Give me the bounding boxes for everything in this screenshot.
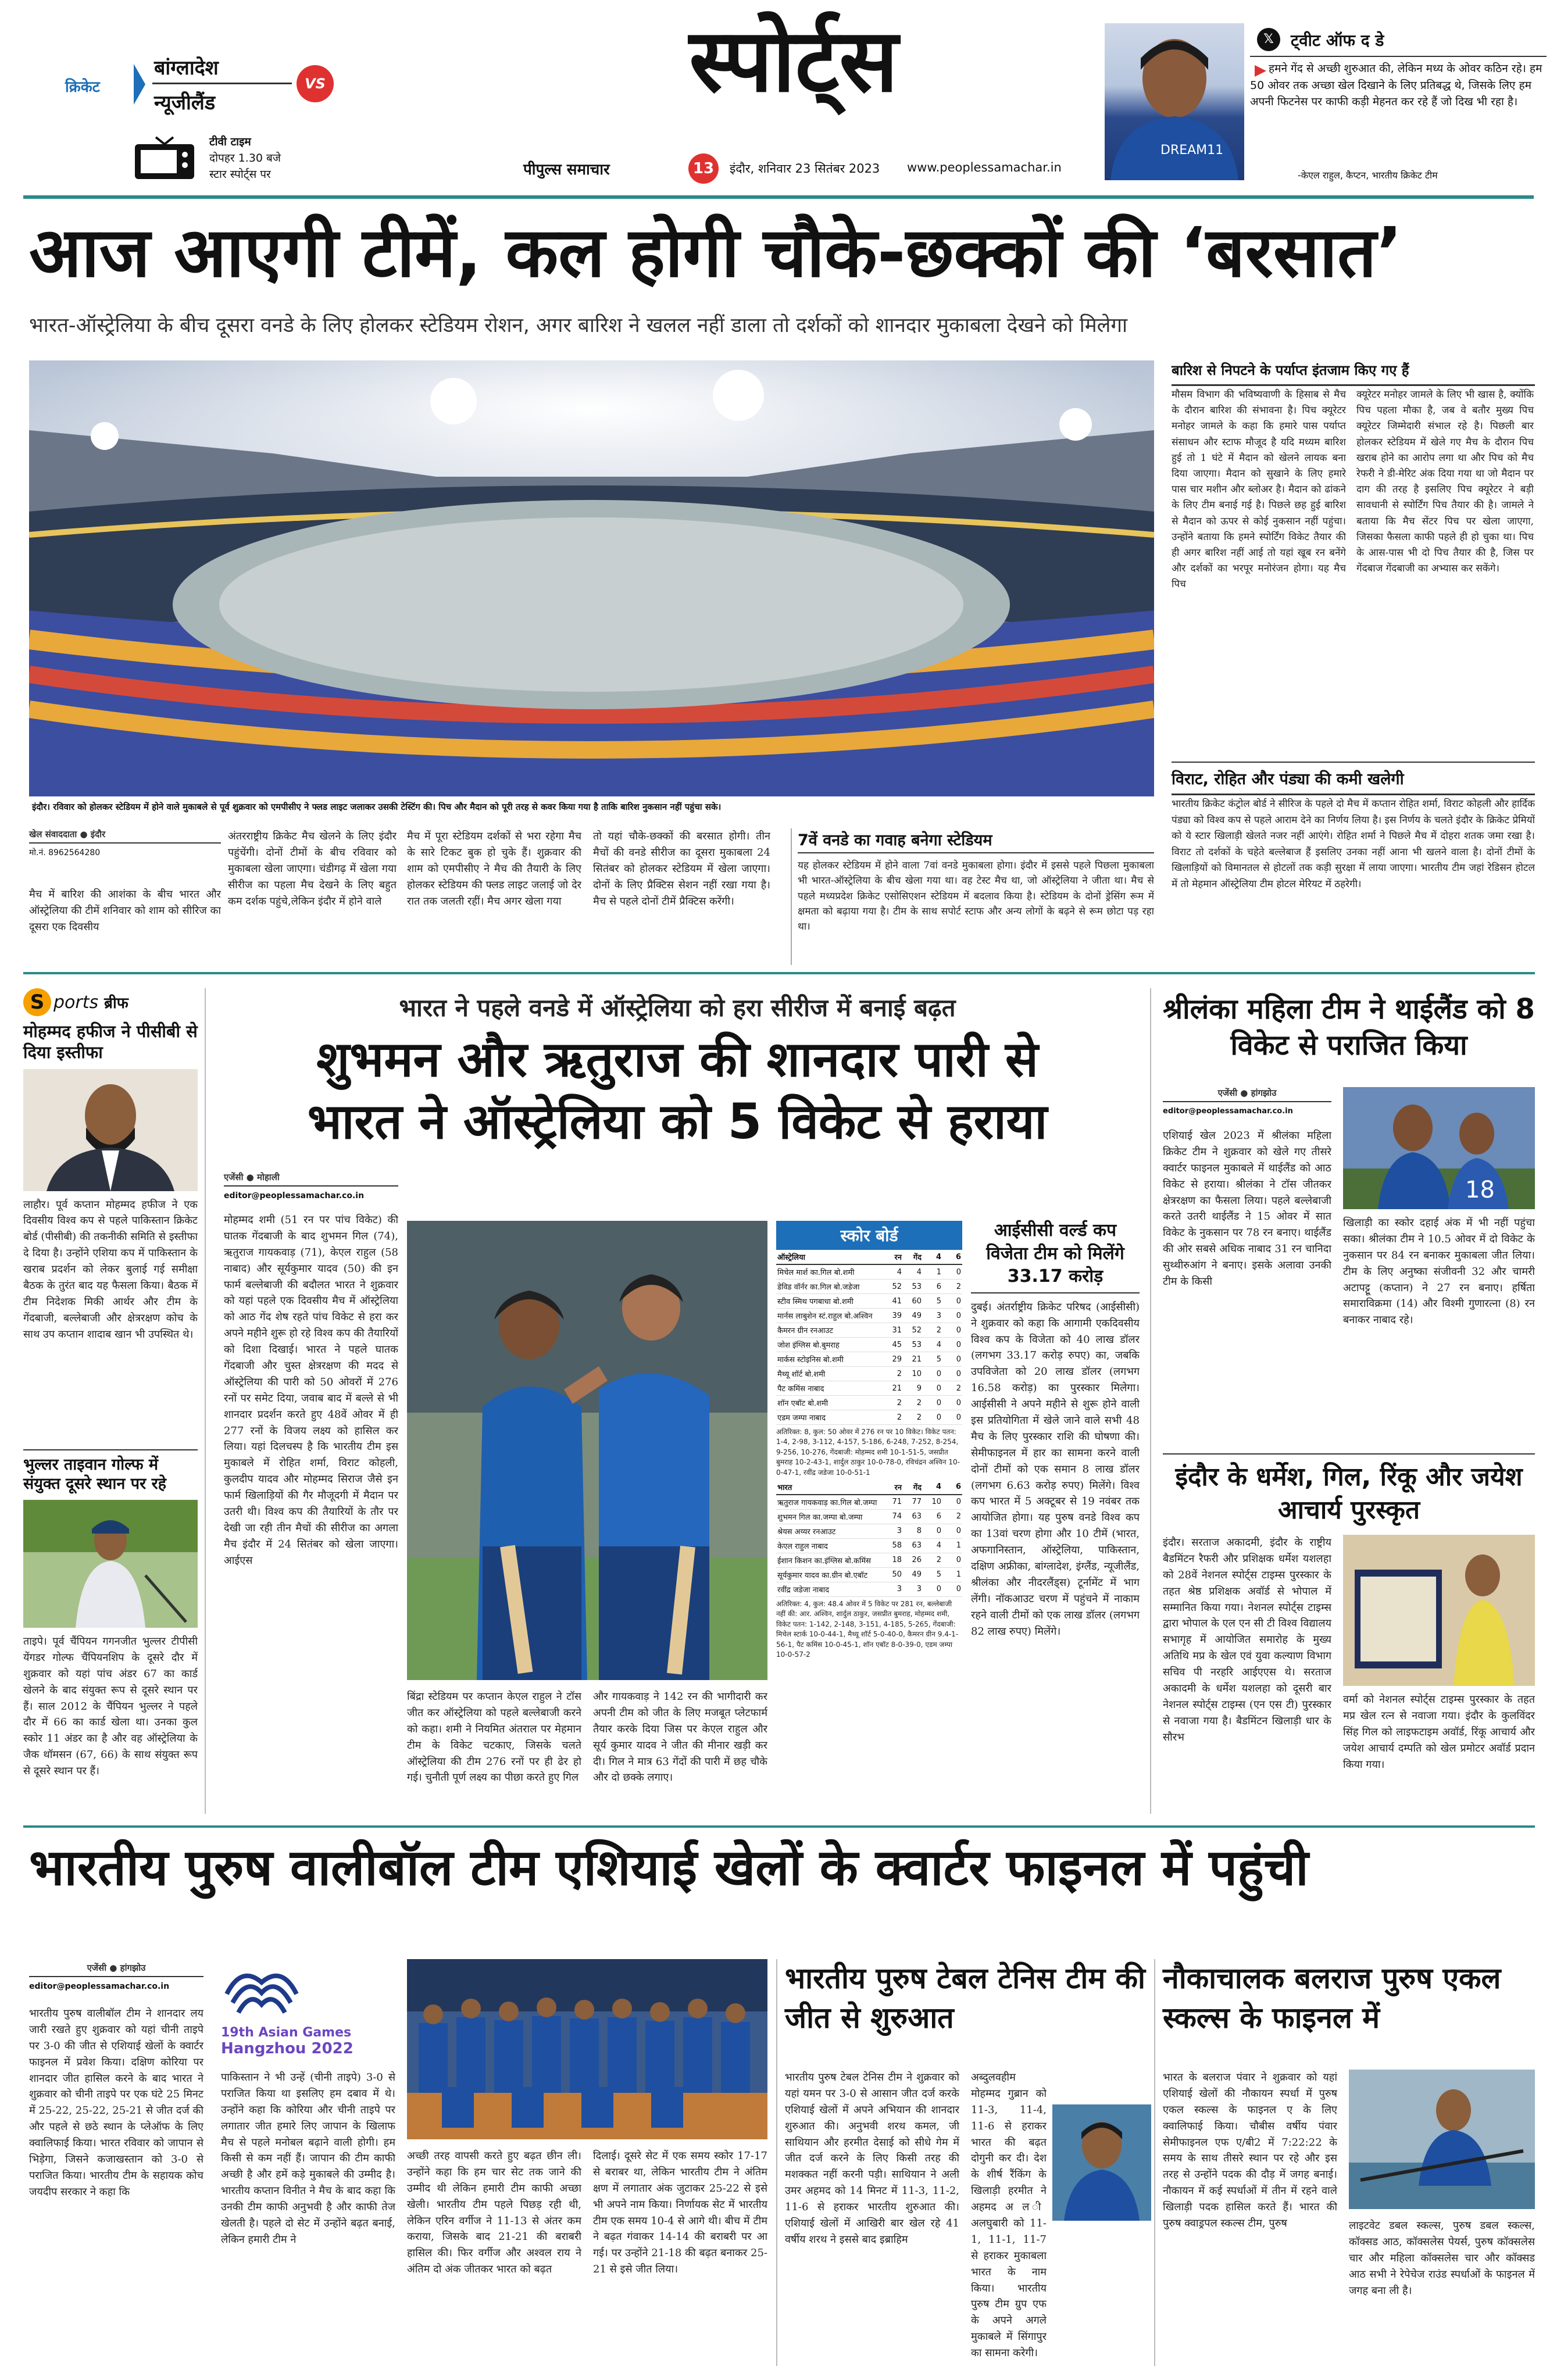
rain-col-1: मौसम विभाग की भविष्यवाणी के हिसाब से मैच के दौरान बारिश की संभावना है। पिच क्यूरेटर मनोहर जामले के कहा कि हमारे पास पर्याप्त संसाधन और स्टाफ मौजूद है यदि मध्यम बारिश हुई तो 1 घंटे में मैदान को खेलने लायक बना दिया जाएगा। मैदान को सुखाने के लिए हमारे पास चार मशीन और ब्लोअर है। मैदान को ढांकने के लिए टीम बनाई गई है। पिछले छह हुई बारिश से मैदान को ऊपर से कोई नुकसान नहीं पहुंचा। उन्होंने बताया कि हमने स्पोर्टिंग विकेट तैयार की ही अगर बारिश नहीं आई तो यहां खूब रन बनेंगे और दर्शकों का भरपूर मनोरंजन होगा। यह मैच पिच [1172, 389, 1346, 591]
scoreboard-aus-cell: शॉन एबॉट बो.शमी [776, 1396, 883, 1410]
lead-headline: आज आएगी टीमें, कल होगी चौके-छक्कों की ‘बरसात’ [29, 212, 1403, 292]
rain-box [1172, 360, 1535, 762]
logo-s: S [23, 988, 51, 1016]
scoreboard-ind-header-row [776, 1480, 962, 1495]
odi-byline: एजेंसी ● मोहाली [224, 1171, 398, 1187]
scoreboard-ind-cell: 0 [923, 1524, 942, 1538]
lanka-text-2: खिलाड़ी का स्कोर दहाई अंक में भी नहीं पहुंचा सका। श्रीलंका टीम ने 10.5 ओवर में दो विकेट के नुकसान पर 84 रन बनाकर मुकाबला जीत लिया। टीम के लिए अनुष्का संजीवनी 32 और चामरी अटापट्टू (कप्तान) ने 27 रन बनाए। हर्षिता समाराविक्रमा (14) और विश्मी गुणारत्ना (8) रन बनाकर नाबाद रहे। [1343, 1217, 1535, 1327]
lead-col-1: मैच में बारिश की आशंका के बीच भारत और ऑस्ट्रेलिया की टीमें शनिवार को शाम को सीरिज का दूसरा एक दिवसीय [29, 888, 221, 933]
scoreboard-aus-row [776, 1352, 962, 1367]
scoreboard-title: स्कोर बोर्ड [776, 1221, 962, 1250]
lanka-text-1: एशियाई खेल 2023 में श्रीलंका महिला क्रिकेट टीम ने शुक्रवार को खेले गए तीसरे क्वार्टर फाइनल मुकाबले में थाईलैंड को आठ विकेट से हराया। श्रीलंका ने टॉस जीतकर क्षेत्ररक्षण का फैसला लिया। पहले बल्लेबाजी करते उतरी थाईलैंड ने 15 ओवर में सात विकेट के नुकसान पर 78 रन बनाए। थाईलैंड की ओर सबसे अधिक नाबाद 31 रन चानिदा सुथ्थीरुआंग ने बनाए। इसके अलावा उनकी टीम के किसी [1163, 1130, 1331, 1288]
scoreboard-ind-header-cell: 4 [923, 1480, 942, 1495]
volley-email: editor@peoplessamachar.co.in [29, 1982, 170, 1991]
sports-brief [23, 988, 198, 1814]
volley-byline: एजेंसी ● हांगझोउ [29, 1962, 203, 1977]
awards-text-1: इंदौर। सरताज अकादमी, इंदौर के राष्ट्रीय बैडमिंटन रैफरी और प्रशिक्षक धर्मेश यशलहा को 28वें नेशनल स्पोर्ट्स टाइम्स पुरस्कार के तहत श्रेष्ठ प्रशिक्षक अवॉर्ड से भोपाल में सम्मानित किया गया। नेशनल स्पोर्ट्स टाइम्स द्वारा भोपाल के एल एन सी टी विश्व विद्यालय सभागृह में आयोजित समारोह के मुख्य अतिथि मप्र के खेल एवं युवा कल्याण विभाग सचिव पी नरहरि आईएएस थे। सरताज अकादमी के धर्मेश यशलहा को दूसरी बार नेशनल स्पोर्ट्स टाइम्स (एन एस टी) पुरस्कार से नवाजा गया है। बैडमिंटन खिलाड़ी धार के सौरभ [1163, 1536, 1331, 1743]
rain-title: बारिश से निपटने के पर्याप्त इंतजाम किए गए हैं [1172, 360, 1535, 386]
scoreboard-ind-row [776, 1495, 962, 1510]
scoreboard-aus-row [776, 1309, 962, 1323]
scoreboard-ind-cell: 26 [903, 1553, 923, 1567]
lead-byline-block [29, 828, 221, 858]
masthead-rule [23, 195, 1534, 199]
brief-text-2: ताइपे। पूर्व चैंपियन गगनजीत भुल्लर टीपीसी येंगडर गोल्फ चैंपियनशिप के दूसरे दौर में शुक्रवार को यहां पांच अंडर 67 का कार्ड खेलने के बाद संयुक्त रूप से दूसरे स्थान पर हैं। साल 2012 के चैंपियन भुल्लर ने पहले दौर में 66 का कार्ड खेला था। उनका कुल स्कोर 11 अंडर का है और वह ऑस्ट्रेलिया के जैक थॉमसन (67, 66) के साथ संयुक्त रूप से दूसरे स्थान पर हैं। [23, 1635, 198, 1778]
scoreboard-aus-cell: जोश इंग्लिस बो.बुमराह [776, 1338, 883, 1352]
scoreboard [776, 1221, 962, 1814]
odi-headline-2: भारत ने ऑस्ट्रेलिया को 5 विकेट से हराया [307, 1093, 1048, 1150]
scoreboard-aus-cell: मैथ्यू शॉर्ट बो.शमी [776, 1367, 883, 1381]
scoreboard-ind-cell: ऋतुराज गायकवाड़ का.गिल बो.जम्पा [776, 1495, 883, 1510]
scoreboard-ind-row [776, 1509, 962, 1524]
scoreboard-aus-cell: 2 [883, 1410, 903, 1425]
scoreboard-aus-cell: 31 [883, 1323, 903, 1338]
scoreboard-ind-cell: 6 [923, 1509, 942, 1524]
scoreboard-ind-header-cell: रन [883, 1480, 903, 1495]
x-logo-icon: 𝕏 [1257, 28, 1280, 51]
lanka-byline: एजेंसी ● हांगझोउ [1163, 1087, 1331, 1102]
scoreboard-ind-cell: रवींद्र जडेजा नाबाद [776, 1582, 883, 1596]
tv-channel: स्टार स्पोर्ट्स पर [209, 168, 271, 181]
volley-headline: भारतीय पुरुष वालीबॉल टीम एशियाई खेलों के क्वार्टर फाइनल में पहुंची [29, 1839, 1309, 1897]
odi-headline-1: शुभमन और ऋतुराज की शानदार पारी से [316, 1031, 1038, 1088]
scoreboard-aus-cell: 53 [903, 1338, 923, 1352]
odi-col-2: बिंद्रा स्टेडियम पर कप्तान केएल राहुल ने टॉस जीत कर ऑस्ट्रेलिया को पहले बल्लेबाजी करने को कहा। शमी ने नियमित अंतराल पर मेहमान टीम के विकेट चटकाए, जिसके चलते ऑस्ट्रेलिया की टीम 276 रनों पर ही ढेर हो गई। चुनौती पूर्ण लक्ष्य का पीछा करते हुए गिल [407, 1691, 581, 1784]
lead-col-4: तो यहां चौके-छक्कों की बरसात होगी। तीन मैचों की वनडे सीरीज का दूसरा मुकाबला 24 सितंबर को होलकर स्टेडियम में खेला जाएगा। दोनों के लिए प्रैक्टिस सेशन नहीं रखा गया है। मैच से पहले दोनों टीमें प्रैक्टिस करेंगी। [593, 830, 770, 907]
scoreboard-aus-cell: डेविड वॉर्नर का.गिल बो.जडेजा [776, 1280, 883, 1294]
section-rule-2 [23, 1825, 1535, 1828]
hafeez-photo [23, 1069, 198, 1191]
scoreboard-ind-cell: 2 [923, 1553, 942, 1567]
tt-divider [1154, 1959, 1155, 2366]
scoreboard-aus-header-cell: गेंद [903, 1250, 923, 1264]
asian-games-line-2: Hangzhou 2022 [221, 2040, 353, 2057]
row-headline: नौकाचालक बलराज पुरुष एकल स्कल्स के फाइनल में [1163, 1961, 1501, 2035]
scoreboard-ind-extras: अतिरिक्त: 4, कुल: 48.4 ओवर में 5 विकेट पर 281 रन, बल्लेबाजी नहीं की: आर. अश्विन, शार्दुल ठाकुर, जसप्रीत बुमराह, मोहम्मद शमी, विकेट पतन: 1-142, 2-148, 3-151, 4-185, 5-265, गेंदबाजी: मिचेल स्टार्क 10-0-44-1, मैथ्यू शॉर्ट 5-0-40-0, कैमरन ग्रीन 9.4-1-56-1, पैट कमिंस 10-0-45-1, शॉन एबॉट 8-0-39-0, एडम जम्पा 10-0-57-2 [776, 1599, 959, 1659]
scoreboard-ind-cell: 0 [923, 1582, 942, 1596]
scoreboard-ind-cell: 63 [903, 1509, 923, 1524]
scoreboard-aus-cell: 52 [903, 1323, 923, 1338]
scoreboard-aus-cell: 4 [903, 1264, 923, 1280]
scoreboard-aus-cell: 0 [942, 1410, 962, 1425]
scoreboard-ind-row [776, 1538, 962, 1553]
asian-games-logo [221, 1959, 407, 2064]
scoreboard-aus-cell: 0 [942, 1367, 962, 1381]
bhullar-photo [23, 1500, 198, 1628]
odi-email: editor@peoplessamachar.co.in [224, 1191, 365, 1200]
scoreboard-aus-cell: 41 [883, 1294, 903, 1309]
lanka-headline: श्रीलंका महिला टीम ने थाईलैंड को 8 विकेट से पराजित किया [1163, 993, 1535, 1062]
scoreboard-aus-cell: 2 [883, 1396, 903, 1410]
tweet-author: -केएल राहुल, कैप्टन, भारतीय क्रिकेट टीम [1298, 170, 1438, 181]
logo-brief: ब्रीफ [104, 995, 128, 1012]
scoreboard-aus-cell: मार्कस स्टोइनिस बो.शमी [776, 1352, 883, 1367]
sports-brief-logo [23, 988, 198, 1016]
scoreboard-aus-row [776, 1294, 962, 1309]
scoreboard-aus-cell: 4 [883, 1264, 903, 1280]
scoreboard-ind-cell: शुभमन गिल का.जम्पा बो.जम्पा [776, 1509, 883, 1524]
section-rule-1 [23, 972, 1535, 974]
kl-rahul-photo [1105, 23, 1244, 180]
scoreboard-aus-row [776, 1280, 962, 1294]
scoreboard-ind-cell: 2 [942, 1509, 962, 1524]
gill-gaikwad-photo [407, 1221, 767, 1680]
tt-player-photo [1052, 2104, 1151, 2221]
scoreboard-ind-cell: श्रेयस अय्यर रनआउट [776, 1524, 883, 1538]
scoreboard-ind-row [776, 1524, 962, 1538]
scoreboard-aus-cell: 2 [883, 1367, 903, 1381]
asian-games-emblem-icon [221, 1959, 302, 2023]
box7-text: यह होलकर स्टेडियम में होने वाला 7वां वनडे मुकाबला होगा। इंदौर में इससे पहले पिछला मुकाबला भी भारत-ऑस्ट्रेलिया के बीच खेला गया था। वह टेस्ट मैच था, जो ऑस्ट्रेलिया ने जीता था। मैच से पहले मध्यप्रदेश क्रिकेट एसोसिएशन स्टेडियम में बदलाव किया है। स्टेडियम के दोनों ड्रेसिंग रूम में क्षमता को बढ़ाया गया है। टीम के साथ सपोर्ट स्टाफ और अन्य लोगों के बढ़ने से रूम छोटा पड़ रहा था। [798, 860, 1154, 933]
page-number: 13 [688, 153, 719, 184]
rain-col-2: क्यूरेटर मनोहर जामले के लिए भी खास है, क्योंकि पिच पहला मौका है, जब वे बतौर मुख्य पिच क्यूरेटर जिम्मेदारी संभाल रहे है। पिछली बार होलकर स्टेडियम में खेले गए मैच के दौरान पिच खराब होने का आरोप लगा था और पिच को मैच रेफरी ने डी-मेरिट अंक दिया गया था जो मैदान पर दाग की तरह है इसलिए पिच क्यूरेटर ने बड़ी सावधानी से स्पोर्टिंग पिच तैयार की है। जामले ने बताया कि मैच सेंटर पिच पर खेला जाएगा, जिसका फैसला काफी पहले ही हो चुका था। पिच के आस-पास भी दो पिच तैयार की है, जिस पर गेंदबाज गेंदबाजी का अभ्यास कर सकेंगे। [1356, 389, 1534, 575]
awards-text-2: वर्मा को नेशनल स्पोर्ट्स टाइम्स पुरस्कार के तहत मप्र खेल रत्न से नवाजा गया। इंदौर के कुलविंदर सिंह गिल को लाइफटाइम अवॉर्ड, रिंकू आचार्य और जयेश आचार्य दम्पति को खेल प्रमोटर अवॉर्ड प्रदान किया गया। [1343, 1693, 1535, 1771]
volley-col-1: भारतीय पुरुष वालीबॉल टीम ने शानदार लय जारी रखते हुए शुक्रवार को यहां चीनी ताइपे पर 3-0 की जीत से एशियाई खेलों के क्वार्टर फाइनल में प्रवेश किया। दक्षिण कोरिया पर शानदार जीत हासिल करने के बाद भारत ने शुक्रवार को चीनी ताइपे पर एक घंटे 25 मिनट में 25-22, 25-22, 25-21 से जीत दर्ज की और पहले से छठे स्थान के प्लेऑफ के लिए क्वालिफाई किया। भारत रविवार को जापान से भिड़ेगा, जिसने कजाखस्तान को 3-0 से पराजित किया। भारतीय टीम के सहायक कोच जयदीप सरकार ने कहा कि [29, 2007, 203, 2198]
scoreboard-aus-cell: 45 [883, 1338, 903, 1352]
scoreboard-ind-cell: 8 [903, 1524, 923, 1538]
tweet-text: हमने गेंद से अच्छी शुरुआत की, लेकिन मध्य के ओवर कठिन रहे। हम 50 ओवर तक अच्छा खेल दिखाने के लिए प्रतिबद्ध थे, जिसके लिए हम अपनी फिटनेस पर काफी कड़ी मेहनत कर रहे हैं जो दिख भी रहा है। [1250, 62, 1542, 108]
match-divider [152, 83, 292, 84]
scoreboard-ind-cell: 0 [942, 1495, 962, 1510]
stadium-caption: इंदौर। रविवार को होलकर स्टेडियम में होने वाले मुकाबले से पूर्व शुक्रवार को एमपीसीए ने फ्लड लाइट जलाकर उसकी टेस्टिंग की। पिच और मैदान को पूरी तरह से कवर किया गया है ताकि बारिश नुकसान नहीं पहुंचा सके। [32, 802, 722, 812]
paper-name: पीपुल्स समाचार [523, 161, 610, 178]
scoreboard-aus-cell: स्टीव स्मिथ पगबाधा बो.शमी [776, 1294, 883, 1309]
scoreboard-ind-cell: सूर्यकुमार यादव का.ग्रीन बो.एबॉट [776, 1567, 883, 1582]
scoreboard-aus-cell: 2 [903, 1410, 923, 1425]
scoreboard-ind-cell: 0 [942, 1524, 962, 1538]
scoreboard-ind-cell: 71 [883, 1495, 903, 1510]
scoreboard-aus-cell: 2 [923, 1323, 942, 1338]
scoreboard-aus-cell: कैमरन ग्रीन रनआउट [776, 1323, 883, 1338]
lanka-email: editor@peoplessamachar.co.in [1163, 1107, 1293, 1116]
scoreboard-aus-cell: 29 [883, 1352, 903, 1367]
asian-games-line-1: 19th Asian Games [221, 2025, 352, 2040]
scoreboard-aus-cell: 0 [942, 1309, 962, 1323]
lead-subhead: भारत-ऑस्ट्रेलिया के बीच दूसरा वनडे के लिए होलकर स्टेडियम रोशन, अगर बारिश ने खलल नहीं डाला तो दर्शकों को शानदार मुकाबला देखने को मिलेगा [29, 314, 1128, 337]
volley-team-photo [407, 1959, 767, 2139]
scoreboard-aus-cell: 0 [923, 1381, 942, 1396]
miss-title: विराट, रोहित और पंड्या की कमी खलेगी [1172, 762, 1535, 795]
scoreboard-aus-cell: 2 [942, 1280, 962, 1294]
scoreboard-aus-cell: 21 [903, 1352, 923, 1367]
match-category: क्रिकेट [65, 78, 100, 96]
scoreboard-aus-cell: 5 [923, 1352, 942, 1367]
scoreboard-ind-cell: 3 [883, 1524, 903, 1538]
brief-divider [205, 988, 206, 1814]
row-photo [1349, 2070, 1535, 2209]
scoreboard-ind-row [776, 1553, 962, 1567]
volley-byline-block [29, 1962, 203, 1991]
scoreboard-aus-cell: 0 [923, 1410, 942, 1425]
svg-text:DREAM11: DREAM11 [1160, 143, 1224, 158]
svg-text:18: 18 [1465, 1177, 1495, 1203]
awards-photo [1343, 1535, 1535, 1686]
scoreboard-aus-cell: 21 [883, 1381, 903, 1396]
scoreboard-aus-header-row [776, 1250, 962, 1264]
scoreboard-aus-cell: मार्नस लाबुशेन स्टं.राहुल बो.अश्विन [776, 1309, 883, 1323]
scoreboard-aus-cell: 10 [903, 1367, 923, 1381]
dateline: इंदौर, शनिवार 23 सितंबर 2023 [730, 162, 880, 176]
scoreboard-aus-cell: 39 [883, 1309, 903, 1323]
tv-label: टीवी टाइम [209, 135, 251, 148]
scoreboard-aus-cell: 0 [923, 1396, 942, 1410]
scoreboard-aus-row [776, 1381, 962, 1396]
scoreboard-aus-cell: पैट कमिंस नाबाद [776, 1381, 883, 1396]
wc-title-3: 33.17 करोड़ [971, 1267, 1140, 1293]
scoreboard-aus-row [776, 1396, 962, 1410]
scoreboard-ind-row [776, 1582, 962, 1596]
odi-col-3: और गायकवाड़ ने 142 रन की भागीदारी कर अपनी टीम को जीत के लिए मजबूत प्लेटफार्म तैयार करके दिया जिस पर केएल राहुल और सूर्य कुमार यादव ने जीत की मीनार खड़ी कर दी। गिल ने मात्र 63 गेंदों की पारी में छह चौके और दो छक्के लगाए। [593, 1691, 767, 1784]
stadium-photo [29, 360, 1154, 796]
team-b: न्यूजीलैंड [154, 91, 216, 115]
scoreboard-ind-cell: 49 [903, 1567, 923, 1582]
team-a: बांग्लादेश [154, 56, 219, 80]
scoreboard-ind-cell: केएल राहुल नाबाद [776, 1538, 883, 1553]
scoreboard-aus-cell: 3 [923, 1309, 942, 1323]
scoreboard-ind-cell: 3 [883, 1582, 903, 1596]
tt-col-2-wrap [971, 2070, 1151, 2366]
website: www.peoplessamachar.in [907, 160, 1062, 174]
scoreboard-aus-cell: 2 [903, 1396, 923, 1410]
tt-col-1: भारतीय पुरुष टेबल टेनिस टीम ने शुक्रवार को यहां यमन पर 3-0 से आसान जीत दर्ज करके एशियाई खेलों में अपने अभियान की शानदार शुरुआत की। अनुभवी शरथ कमल, जी साथियान और हरमीत देसाई को सीधे गेम में जीत दर्ज करने के लिए किसी तरह की मशक्कत नहीं करनी पड़ी। साथियान ने अली उमर अहमद को 14 मिनट में 11-3, 11-2, 11-6 से हराकर भारतीय शुरुआत की। एशियाई खेलों में आखिरी बार खेल रहे 41 वर्षीय शरथ ने इससे बाद इब्राहिम [785, 2071, 959, 2246]
right-divider [1150, 988, 1151, 1814]
scoreboard-ind-cell: 63 [903, 1538, 923, 1553]
lead-col-2: अंतरराष्ट्रीय क्रिकेट मैच खेलने के लिए इंदौर पहुंचेंगी। दोनों टीमों के बीच रविवार को मुकाबला खेला जाएगा। चंडीगढ़ में खेला गया सीरीज का पहला मैच देखने के लिए बहुत कम दर्शक पहुंचे,लेकिन इंदौर में होने वाले [228, 830, 397, 907]
scoreboard-aus-cell: 49 [903, 1309, 923, 1323]
scoreboard-aus-header-cell: 6 [942, 1250, 962, 1264]
scoreboard-aus-cell: 1 [923, 1264, 942, 1280]
scoreboard-aus-row [776, 1410, 962, 1425]
odi-col-1: मोहम्मद शमी (51 रन पर पांच विकेट) की घातक गेंदबाजी के बाद शुभमन गिल (74), ऋतुराज गायकवाड़ (71), केएल राहुल (58 नाबाद) और सूर्यकुमार यादव (50) की इन फार्म बल्लेबाजी की बदौलत भारत ने शुक्रवार को यहां पहले एक दिवसीय मैच में ऑस्ट्रेलिया को आठ गेंद शेष रहते पांच विकेट से हरा कर अपने महीने शुरू हो रहे विश्व कप की तैयारियों को दिशा दिखाई। भारत ने पहले घातक गेंदबाजी और चुस्त क्षेत्ररक्षण की मदद से ऑस्ट्रेलिया की पारी को 50 ओवरों में 276 रनों पर समेट दिया, जवाब बाद में बल्ले से भी शानदार प्रदर्शन करते हुए 48वें ओवर में ही 277 रनों के विजय लक्ष्य को हासिल कर लिया। यहां दिलचस्प है कि भारतीय टीम इस मुकाबले में रोहित शर्मा, विराट कोहली, कुलदीप यादव और मोहम्मद सिराज जैसे इन फार्म खिलाड़ियों की गैर मौजूदगी में मैदान पर उतरी थी। विश्व कप की तैयारियों के तौर पर देखी जा रही तीन मैचों की सीरीज का अगला मैच इंदौर में 24 सितंबर को खेला जाएगा। आईएस [224, 1214, 398, 1567]
scoreboard-aus-cell: 5 [923, 1294, 942, 1309]
row-col-1: भारत के बलराज पंवार ने शुक्रवार को यहां एशियाई खेलों की नौकायन स्पर्धा में पुरुष एकल स्कल्स के फाइनल ए के लिए क्वालिफाई किया। चौबीस वर्षीय पंवार सेमीफाइनल एफ ए/बी2 में 7:22:22 के समय के साथ तीसरे स्थान पर रहे और इस तरह से उन्होंने पदक की दौड़ में जगह बनाई। नौकायन में कई स्पर्धाओं में तीन में रहने वाले खिलाड़ी पदक हासिल करते हैं। भारत की पुरुष क्वाड्रपल स्कल्स टीम, पुरुष [1163, 2071, 1337, 2230]
awards-headline: इंदौर के धर्मेश, गिल, रिंकू और जयेश आचार्य पुरस्कृत [1163, 1453, 1535, 1527]
tt-headline: भारतीय पुरुष टेबल टेनिस टीम की जीत से शुरुआत [785, 1961, 1145, 2035]
match-arrow-icon [134, 64, 145, 105]
lead-col-3: मैच में पूरा स्टेडियम दर्शकों से भरा रहेगा मैच के सारे टिकट बुक हो चुके हैं। शुक्रवार की शाम को एमपीसीए ने मैच की तैयारी के लिए होलकर स्टेडियम की फ्लड लाइट जलाई जो देर रात तक जलती रहीं। मैच अगर खेला गया [407, 830, 581, 907]
scoreboard-ind-header-cell: 6 [942, 1480, 962, 1495]
scoreboard-aus-header-cell: 4 [923, 1250, 942, 1264]
scoreboard-aus-cell: 4 [923, 1338, 942, 1352]
lead-phone: मो.नं. 8962564280 [29, 848, 101, 857]
scoreboard-aus-cell: 0 [942, 1294, 962, 1309]
scoreboard-aus-header-cell: रन [883, 1250, 903, 1264]
tweet-label-rule [1250, 56, 1547, 57]
scoreboard-ind-cell: 4 [923, 1538, 942, 1553]
scoreboard-aus-row [776, 1338, 962, 1352]
odi-byline-block [224, 1171, 398, 1200]
scoreboard-ind-cell: 1 [942, 1538, 962, 1553]
scoreboard-aus-cell: 52 [883, 1280, 903, 1294]
scoreboard-ind-cell: ईशान किशन का.इंग्लिस बो.कमिंस [776, 1553, 883, 1567]
scoreboard-aus-header-cell: ऑस्ट्रेलिया [776, 1250, 883, 1264]
wc-title-1: आईसीसी वर्ल्ड कप [994, 1220, 1117, 1241]
masthead [0, 0, 1557, 198]
scoreboard-aus-cell: 0 [923, 1367, 942, 1381]
vs-badge: VS [297, 65, 334, 102]
brief-text-1: लाहौर। पूर्व कप्तान मोहम्मद हफीज ने एक दिवसीय विश्व कप से पहले पाकिस्तान क्रिकेट बोर्ड (पीसीबी) की तकनीकी समिति से इस्तीफा दे दिया है। उन्होंने एशिया कप में पाकिस्तान के खराब प्रदर्शन को लेकर बुलाई गई समीक्षा बैठक के तुरंत बाद यह फैसला किया। बैठक में टीम निदेशक मिकी आर्थर और टीम के गेंदबाजी, बल्लेबाजी और क्षेत्ररक्षण कोच के साथ उप कप्तान शादाब खान भी उपस्थित थे। [23, 1198, 198, 1341]
volley-col-2: पाकिस्तान ने भी उन्हें (चीनी ताइपे) 3-0 से पराजित किया था इसलिए हम दबाव में थे। उन्होंने कहा कि कोरिया और चीनी ताइपे पर लगातार जीत हमारे लिए जापान के खिलाफ मैच से पहले मनोबल बढ़ाने वाली होगी। हम किसी से कम नहीं हैं। जापान की टीम काफी अच्छी है और हमें कड़े मुकाबले की उम्मीद है। भारतीय कप्तान विनीत ने मैच के बाद कहा कि उनकी टीम काफी अनुभवी है और काफी तेज खेलती है। पहले दो सेट में उन्होंने बढ़त बनाई, लेकिन हमारी टीम ने [221, 2071, 395, 2246]
scoreboard-ind-table [776, 1480, 962, 1597]
scoreboard-ind-cell: 77 [903, 1495, 923, 1510]
lanka-byline-block [1163, 1087, 1331, 1116]
scoreboard-aus-row [776, 1264, 962, 1280]
logo-ports: ports [53, 992, 99, 1013]
wc-prize [971, 1221, 1140, 1814]
tt-col-2: अब्दुलवहीम मोहम्मद गुब्रान को 11-3, 11-4, 11-6 से हराकर भारत की बढ़त दोगुनी कर दी। देश के शीर्ष रैंकिंग के खिलाड़ी हरमीत ने अहमद अ ल ी अलघुबारी को 11-1, 11-1, 11-7 से हराकर मुकाबला भारत के नाम किया। भारतीय पुरुष टीम ग्रुप एफ के अपने अगले मुकाबले में सिंगापुर का सामना करेगी। [971, 2071, 1047, 2360]
scoreboard-aus-cell: 60 [903, 1294, 923, 1309]
scoreboard-ind-cell: 74 [883, 1509, 903, 1524]
tv-icon [133, 135, 197, 181]
volley-col-4: दिलाई। दूसरे सेट में एक समय स्कोर 17-17 से बराबर था, लेकिन भारतीय टीम ने अंतिम क्षण में लगातार अंक जुटाकर 25-22 से इसे भी अपने नाम किया। निर्णायक सेट में भारतीय टीम एक समय 10-4 से आगे थी। बीच में टीम ने बढ़त गंवाकर 14-14 की बराबरी पर आ गई। पर उन्होंने 21-18 की बढ़त बनाकर 25-21 से इसे जीत लिया। [593, 2150, 767, 2276]
row-col-2: लाइटवेट डबल स्कल्स, पुरुष डबल स्कल्स, कॉक्सड आठ, कॉक्सलेस पेयर्स, पुरुष कॉक्सलेस चार और महिला कॉक्सलेस चार और कॉक्सड आठ सभी ने रेपेचेज राउंड स्पर्धाओं के फाइनल में जगह बना ली है। [1349, 2220, 1535, 2297]
miss-box [1172, 762, 1535, 953]
scoreboard-ind-header-cell: भारत [776, 1480, 883, 1495]
scoreboard-ind-row [776, 1567, 962, 1582]
scoreboard-ind-cell: 50 [883, 1567, 903, 1582]
odi-kicker: भारत ने पहले वनडे में ऑस्ट्रेलिया को हरा सीरीज में बनाई बढ़त [399, 994, 956, 1022]
scoreboard-ind-cell: 0 [942, 1553, 962, 1567]
stadium-7th-box [791, 828, 1154, 965]
volley-divider [776, 1959, 777, 2366]
scoreboard-ind-cell: 5 [923, 1567, 942, 1582]
wc-title-2: विजेता टीम को मिलेंगे [986, 1243, 1124, 1264]
scoreboard-aus-row [776, 1367, 962, 1381]
scoreboard-aus-row [776, 1323, 962, 1338]
scoreboard-aus-cell: एडम जम्पा नाबाद [776, 1410, 883, 1425]
scoreboard-aus-extras: अतिरिक्त: 8, कुल: 50 ओवर में 276 रन पर 10 विकेट। विकेट पतन: 1-4, 2-98, 3-112, 4-157, 5-186, 6-248, 7-252, 8-254, 9-256, 10-276, गेंदबाजी: मोहम्मद शमी 10-1-51-5, जसप्रीत बुमराह 10-2-43-1, शार्दुल ठाकुर 10-0-78-0, रविचंद्रन अश्विन 10-0-47-1, रवींद्र जडेजा 10-0-51-1 [776, 1428, 960, 1477]
scoreboard-aus-cell: 2 [942, 1381, 962, 1396]
scoreboard-aus-cell: 53 [903, 1280, 923, 1294]
box7-title: 7वें वनडे का गवाह बनेगा स्टेडियम [798, 828, 1154, 853]
scoreboard-aus-cell: 0 [942, 1352, 962, 1367]
scoreboard-ind-cell: 18 [883, 1553, 903, 1567]
brief-headline-1: मोहम्मद हफीज ने पीसीबी से दिया इस्तीफा [23, 1021, 198, 1063]
scoreboard-ind-header-cell: गेंद [903, 1480, 923, 1495]
miss-text: भारतीय क्रिकेट कंट्रोल बोर्ड ने सीरिज के पहले दो मैच में कप्तान रोहित शर्मा, विराट कोहली और हार्दिक पंड्या को विश्व कप से पहले आराम देने का निर्णय लिया है। इस निर्णय के चलते इंदौर के क्रिकेट प्रेमियों को ये स्टार खिलाड़ी खेलते नजर नहीं आएंगे। रोहित शर्मा ने पिछले मैच में दोहरा शतक जमा रखा है। विराट तो दर्शकों के चहेते बल्लेबाज हैं इसलिए उनका नहीं आना भी खलने वाला है। दोनों टीमों के खिलाड़ियों को विमानतल से होटलों तक कड़ी सुरक्षा में लाया जाएगा। भारतीय टीम जहां रेडिसन होटल में तो मेहमान ऑस्ट्रेलिया टीम होटल मेरियट में ठहरेगी। [1172, 798, 1535, 890]
lanka-photo [1343, 1087, 1535, 1209]
tweet-label: ट्वीट ऑफ द डे [1291, 31, 1384, 50]
scoreboard-ind-cell: 0 [942, 1582, 962, 1596]
brief-headline-2: भुल्लर ताइवान गोल्फ में संयुक्त दूसरे स्थान पर रहे [23, 1449, 198, 1495]
scoreboard-ind-cell: 1 [942, 1567, 962, 1582]
scoreboard-ind-cell: 58 [883, 1538, 903, 1553]
scoreboard-aus-cell: 6 [923, 1280, 942, 1294]
lead-byline: खेल संवाददाता ● इंदौर [29, 828, 221, 844]
scoreboard-aus-cell: 0 [942, 1396, 962, 1410]
scoreboard-aus-cell: 0 [942, 1323, 962, 1338]
tv-time: दोपहर 1.30 बजे [209, 152, 281, 165]
scoreboard-aus-cell: 0 [942, 1264, 962, 1280]
scoreboard-aus-cell: मिचेल मार्श का.गिल बो.शमी [776, 1264, 883, 1280]
scoreboard-aus-table [776, 1250, 962, 1425]
section-title: स्पोर्ट्स [689, 10, 898, 112]
scoreboard-ind-cell: 3 [903, 1582, 923, 1596]
scoreboard-aus-cell: 0 [942, 1338, 962, 1352]
scoreboard-aus-cell: 9 [903, 1381, 923, 1396]
scoreboard-ind-cell: 10 [923, 1495, 942, 1510]
wc-text: दुबई। अंतर्राष्ट्रीय क्रिकेट परिषद (आईसीसी) ने शुक्रवार को कहा कि आगामी एकदिवसीय विश्व कप के विजेता को 40 लाख डॉलर (लगभग 33.17 करोड़ रुपए) का, जबकि उपविजेता को 20 लाख डॉलर (लगभग 16.58 करोड़) का पुरस्कार मिलेगा। आईसीसी ने अपने महीने से शुरू होने वाली इस प्रतियोगिता में खेले जाने वाले सभी 48 मैच के लिए पुरस्कार राशि की घोषणा की। सेमीफाइनल में हार का सामना करने वाली दोनों टीमों को एक समान 8 लाख डॉलर (लगभग 6.63 करोड़ रुपए) मिलेंगे। विश्व कप भारत में 5 अक्टूबर से 19 नवंबर तक आयोजित होगा। यह पुरुष वनडे विश्व कप का 13वां चरण होगा और 10 टीमें (भारत, अफगानिस्तान, ऑस्ट्रेलिया, पाकिस्तान, दक्षिण अफ्रीका, बांग्लादेश, इंग्लैंड, न्यूजीलैंड, श्रीलंका और नीदरलैंड्स) टूर्नामेंट में भाग लेंगी। नॉकआउट चरण में पहुंचने में नाकाम रहने वाली टीमों को एक लाख डॉलर (लगभग 82 लाख रुपए) मिलेंगे। [971, 1300, 1140, 1638]
volley-col-3: अच्छी तरह वापसी करते हुए बढ़त छीन ली। उन्होंने कहा कि हम चार सेट तक जाने की उम्मीद थी लेकिन हमारी टीम काफी अच्छा खेली। भारतीय टीम पहले पिछड़ रही थी, लेकिन एरिन वर्गीज ने 11-13 से अंतर कम कराया, जिसके बाद 21-21 की बराबरी हासिल की। फिर वर्गीज और अश्वल राय ने अंतिम दो अंक जीतकर भारत को बढ़त [407, 2150, 581, 2276]
